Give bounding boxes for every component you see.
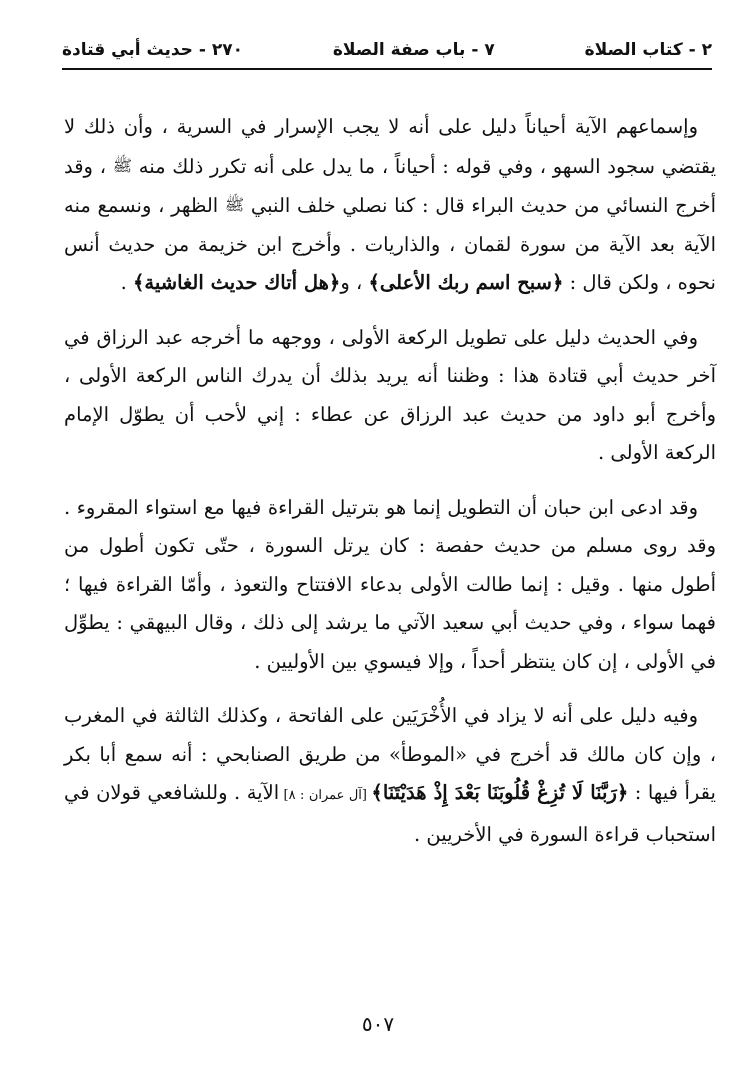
- paragraph-3-text: وقد ادعى ابن حبان أن التطويل إنما هو بترتيل القراءة فيها مع استواء المقروء . وقد روى مسلم من حديث حفصة : كان يرتل السورة ، حتّى تكون أطول من أطول منها . وقيل : إنما طالت الأولى بدعاء الافتتاح والتعوذ ، وأمّا القراءة فيها ؛ فهما سواء ، وفي حديث أبي سعيد الآتي ما يرشد إلى ذلك ، وقال البيهقي : يطوِّل في الأولى ، إن كان ينتظر أحداً ، وإلا فيسوي بين الأوليين .: [64, 495, 716, 673]
- paragraph-1-text-e: .: [120, 271, 133, 294]
- quran-citation: ﴿هل أتاك حديث الغاشية﴾: [132, 271, 341, 294]
- paragraph-4: [64, 697, 716, 854]
- verse-reference: [آل عمران : ٨]: [279, 788, 372, 803]
- paragraph-1-text-d: ، و: [340, 271, 369, 294]
- quran-citation: ﴿سبح اسم ربك الأعلى﴾: [368, 271, 564, 294]
- header-divider: [62, 68, 712, 70]
- paragraph-1-text-c: الظهر ، ونسمع منه الآية بعد الآية من سورة لقمان ، والذاريات . وأخرج ابن خزيمة من حديث أنس نحوه ، ولكن قال :: [64, 194, 716, 294]
- paragraph-4-text-b: الآية . وللشافعي قولان في استحباب قراءة السورة في الأخريين .: [64, 781, 716, 846]
- paragraph-3: [64, 489, 716, 682]
- paragraph-4-text-a: وفيه دليل على أنه لا يزاد في الأُخْرَيَين على الفاتحة ، وكذلك الثالثة في المغرب ، وإن كان مالك قد أخرج في «الموطأ» من طريق الصنابحي : أنه سمع أبا بكر يقرأ فيها :: [64, 704, 716, 804]
- paragraph-1-text-a: وإسماعهم الآية أحياناً دليل على أنه لا يجب الإسرار في السرية ، وأن ذلك لا يقتضي سجود السهو ، وفي قوله : أحياناً ، ما يدل على أنه تكرر ذلك منه: [64, 115, 716, 178]
- page-number: ٥٠٧: [361, 1012, 395, 1036]
- body-text: [64, 108, 716, 870]
- paragraph-1-text-b: ، وقد أخرج النسائي من حديث البراء قال : كنا نصلي خلف النبي: [64, 154, 716, 217]
- header-book-title: ٢ - كتاب الصلاة: [584, 40, 712, 60]
- header-hadith-title: ٢٧٠ - حديث أبي قتادة: [62, 40, 243, 60]
- paragraph-1: [64, 108, 716, 303]
- paragraph-2: [64, 319, 716, 473]
- running-header: [62, 36, 712, 64]
- quran-citation: ﴿رَبَّنَا لَا تُزِغْ قُلُوبَنَا بَعْدَ إِذْ هَدَيْتَنَا﴾: [371, 781, 629, 804]
- paragraph-2-text: وفي الحديث دليل على تطويل الركعة الأولى ، ووجهه ما أخرجه عبد الرزاق في آخر حديث أبي قتادة هذا : وظننا أنه يريد بذلك أن يدرك الناس الركعة الأولى ، وأخرج أبو داود من حديث عبد الرزاق عن عطاء : إني لأحب أن يطوّل الإمام الركعة الأولى .: [64, 325, 716, 464]
- header-chapter-title: ٧ - باب صفة الصلاة: [332, 40, 495, 60]
- salla-honorific-icon: ﷺ: [112, 155, 133, 175]
- salla-honorific-icon: ﷺ: [224, 195, 245, 214]
